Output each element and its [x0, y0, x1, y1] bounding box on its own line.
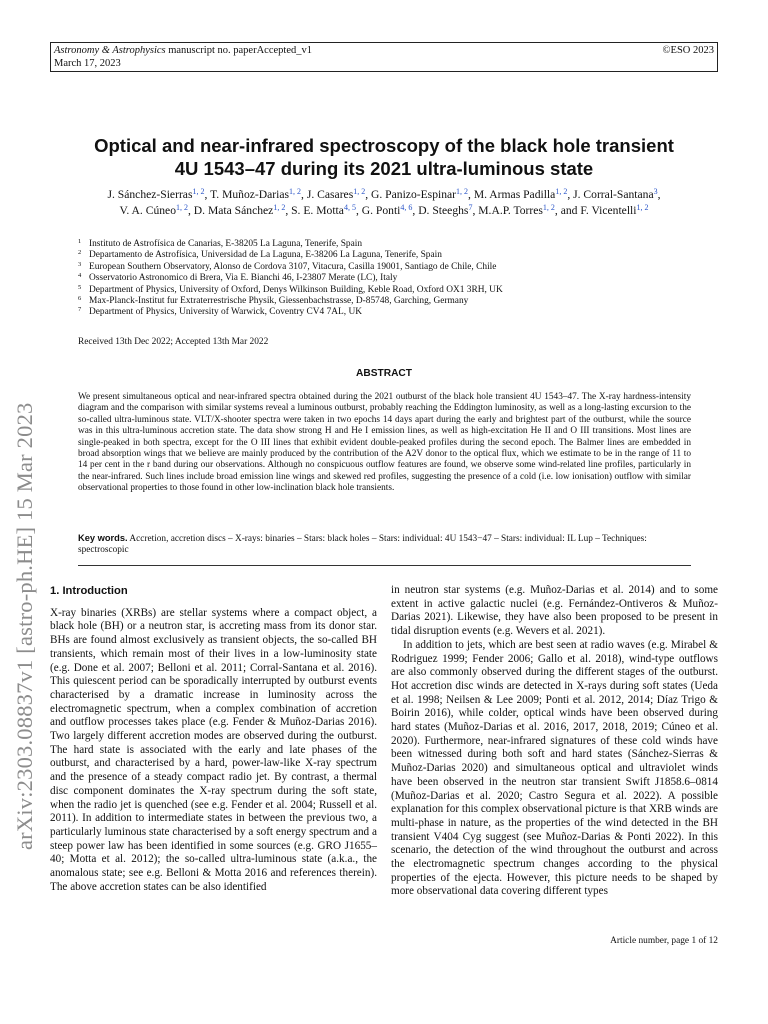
author-name: M. Armas Padilla [473, 188, 556, 201]
author-name: S. E. Motta [291, 204, 344, 217]
affiliation-item [78, 262, 718, 273]
author-name: J. Casares [306, 188, 354, 201]
affiliation-number: 1 [78, 238, 82, 245]
header-date: March 17, 2023 [54, 58, 121, 69]
affiliation-item [78, 273, 718, 284]
paragraph: X-ray binaries (XRBs) are stellar systems where a compact object, a black hole (BH) or a neutron star, is accreting mass from its donor star. BHs are found almost exclusively as transient objects, the so-called BH transients, which remain most of their lives in a low-luminosity state (e.g. Done et al. 2007; Belloni et al. 2011; Corral-Santana et al. 2016). This quiescent period can be sporadically interrupted by outburst events characterised by a dramatic increase in luminosity across the electromagnetic spectrum, when a complex combination of accretion and outflow processes takes place (e.g. Fender & Muñoz-Darias 2016). Two largely different accretion modes are observed during the outburst. The hard state is associated with the early and late phases of the outburst, and characterised by a hard, power-law-like X-ray spectrum and the presence of a steady compact radio jet. By contrast, a thermal disc component dominates the X-ray spectrum during the soft state, when the radio jet is quenched (see e.g. Fender et al. 2004; Russell et al. 2011). In addition to intermediate states in between the previous two, a particularly luminous state characterised by a soft energy spectrum and a steep power law has been identified in some sources (e.g. GRO J1655–40; Motta et al. 2012); the so-called ultra-luminous state (a.k.a., the anomalous state; see e.g. Belloni & Motta 2016 and references therein). The above accretion states can be also identified [50, 606, 377, 893]
affiliation-number: 4 [78, 272, 82, 280]
author-name: V. A. Cúneo [119, 204, 176, 217]
page-footer: Article number, page 1 of 12 [610, 936, 718, 946]
author-affiliation-marker[interactable]: 1, 2 [353, 187, 366, 196]
affiliation-text: Departamento de Astrofísica, Universidad de La Laguna, E-38206 La Laguna, Tenerife, Spain [89, 250, 442, 261]
affiliation-text: Department of Physics, University of Warwick, Coventry CV4 7AL, UK [89, 307, 362, 318]
keywords-text: Accretion, accretion discs – X-rays: binaries – Stars: black holes – Stars: individual: 4U 1543−47 – Stars: individual: IL Lup – Techniques: spectroscopic [78, 534, 647, 556]
affiliation-number: 2 [78, 249, 82, 257]
author-name: M.A.P. Torres [478, 204, 543, 217]
affiliation-number: 5 [78, 283, 82, 291]
affiliation-item [78, 296, 718, 307]
author-name: J. Sánchez-Sierras [107, 188, 193, 201]
author-affiliation-marker[interactable]: 1, 2 [273, 203, 286, 212]
abstract-heading: ABSTRACT [355, 368, 413, 379]
affiliation-number: 3 [78, 260, 82, 268]
paragraph: in neutron star systems (e.g. Muñoz-Darias et al. 2014) and to some extent in active galactic nuclei (e.g. Fernández-Ontiveros & Muñoz-Darias 2021). Likewise, they have also been proposed to be present in tidal disruption events (e.g. Wevers et al. 2021). [391, 584, 718, 638]
left-column [50, 585, 377, 894]
keywords [78, 533, 691, 557]
author-affiliation-marker[interactable]: 1, 2 [176, 203, 188, 212]
author-affiliation-marker[interactable]: 1, 2 [289, 187, 302, 196]
running-header [50, 42, 718, 72]
paper-title [40, 134, 728, 180]
author-name: T. Muñoz-Darias [210, 188, 290, 201]
author-affiliation-marker[interactable]: 1, 2 [555, 187, 568, 196]
journal-name: Astronomy & Astrophysics [54, 45, 166, 56]
title-line-1: Optical and near-infrared spectroscopy of the black hole transient [94, 135, 674, 156]
affiliation-item [78, 239, 718, 250]
keywords-label: Key words. [78, 533, 128, 543]
right-column [391, 584, 718, 899]
affiliation-text: Department of Physics, University of Oxford, Denys Wilkinson Building, Keble Road, Oxford OX1 3RH, UK [89, 284, 503, 295]
paragraph: In addition to jets, which are best seen at radio waves (e.g. Mirabel & Rodriguez 1999; Fender 2006; Gallo et al. 2018), wind-type outflows are also commonly observed during the different stages of the outburst. Hot accretion disc winds are detected in X-rays during soft states (Ueda et al. 1998; Neilsen & Lee 2009; Ponti et al. 2012, 2014; Díaz Trigo & Boirin 2016), while colder, optical winds have been observed during hard states (Muñoz-Darias et al. 2016, 2017, 2018, 2019; Cúneo et al. 2020). Furthermore, near-infrared signatures of these cold winds have been witnessed during both soft and hard states (Sánchez-Sierras & Muñoz-Darias 2020) and simultaneous optical and ultraviolet winds have been observed in the neutron star transient Swift J1858.6–0814 (Muñoz-Darias et al. 2020; Castro Segura et al. 2022). A possible explanation for this complex observational picture is that XRB winds are multi-phase in nature, as the properties of the wind detected in the BH transient V404 Cyg suggest (see Muñoz-Darias & Ponti 2022). In this scenario, the detection of the wind throughout the outburst and across the electromagnetic spectrum changes according to the physical properties of the ejecta. However, this picture needs to be shaped by more observational data covering different types [391, 638, 718, 898]
received-date: Received 13th Dec 2022; Accepted 13th Mar 2022 [78, 337, 269, 347]
abstract-text: We present simultaneous optical and near-infrared spectra obtained during the 2021 outburst of the black hole transient 4U 1543–47. The X-ray hardness-intensity diagram and the comparison with similar systems reveal a luminous outburst, probably reaching the Eddington luminosity, as well as a long-lasting excursion to the so-called ultra-luminous state. VLT/X-shooter spectra were taken in two epochs 14 days apart during the early and brightest part of the outburst, while the source was in this ultra-luminous accretion state. The data show strong H and He I emission lines, as well as high-excitation He II and O III transitions. Most lines are single-peaked in both spectra, except for the O III lines that exhibit evident double-peaked profiles during the second epoch. The Balmer lines are embedded in broad absorption wings that we believe are mainly produced by the contribution of the A2V donor to the optical flux, which we estimate to be in the range of 11 to 14 per cent in the r band during our observations. Although no conspicuous outflow features are found, we observe some wind-related line profiles, particularly in the near-infrared. Such lines include broad emission line wings and skewed red profiles, suggesting the presence of a cold (i.e. low ionisation) outflow with similar observational properties to those found in other low-inclination black hole transients. [78, 392, 691, 494]
author-affiliation-marker[interactable]: 1, 2 [456, 187, 469, 196]
arxiv-stamp: arXiv:2303.08837v1 [astro-ph.HE] 15 Mar 2023 [12, 402, 37, 850]
author-affiliation-marker[interactable]: 7 [468, 203, 473, 212]
author-name: D. Mata Sánchez [193, 204, 274, 217]
affiliation-number: 6 [78, 295, 82, 303]
author-name: F. Vicentelli [580, 204, 637, 217]
author-list: J. Sánchez-Sierras$^{1, 2}$, T. Muñoz-Darias$^{1, 2}$, J. Casares$^{1, 2}$, G. Panizo-Espinar$^{1, 2}$, M. Armas Padilla$^{1, 2}$, J. Corral-Santana$^3$, V. A. Cúneo$^{1, 2}$, D. Mata Sánchez$^{1, 2}$, S. E. Motta$^{4, 5}$, G. Ponti$^{4, 6}$, D. Steeghs$^7$, M.A.P. Torres$^{1, 2}$, and F. Vicentelli$^{1, 2}$ [107, 187, 661, 217]
affiliation-text: Instituto de Astrofísica de Canarias, E-38205 La Laguna, Tenerife, Spain [89, 239, 363, 249]
author-affiliation-marker[interactable]: 4, 5 [343, 203, 356, 212]
author-affiliation-marker[interactable]: 4, 6 [400, 203, 413, 212]
affiliation-text: European Southern Observatory, Alonso de Cordova 3107, Vitacura, Casilla 19001, Santiago de Chile, Chile [89, 261, 497, 272]
author-affiliation-marker[interactable]: 1, 2 [542, 203, 555, 212]
manuscript-id: manuscript no. paperAccepted_v1 [168, 45, 312, 56]
divider [78, 565, 691, 566]
author-name: G. Ponti [361, 204, 401, 217]
affiliation-item [78, 250, 718, 261]
affiliation-text: Osservatorio Astronomico di Brera, Via E. Bianchi 46, I-23807 Merate (LC), Italy [89, 273, 398, 284]
author-affiliation-marker[interactable]: 1, 2 [192, 187, 205, 196]
author-affiliation-marker[interactable]: 1, 2 [636, 203, 649, 212]
affiliation-list [78, 239, 718, 319]
affiliation-item [78, 307, 718, 318]
affiliation-text: Max-Planck-Institut fur Extraterrestrische Physik, Giessenbachstrasse, D-85748, Garching, Germany [89, 296, 469, 307]
affiliation-item [78, 285, 718, 296]
author-name: G. Panizo-Espinar [371, 188, 457, 201]
copyright: ©ESO 2023 [662, 45, 714, 56]
title-line-2: 4U 1543–47 during its 2021 ultra-luminous state [174, 158, 594, 179]
section-heading: 1. Introduction [50, 585, 128, 597]
author-affiliation-marker[interactable]: 3 [653, 187, 658, 196]
affiliation-number: 7 [78, 306, 82, 314]
author-name: D. Steeghs [418, 204, 469, 217]
author-name: J. Corral-Santana [573, 188, 654, 201]
